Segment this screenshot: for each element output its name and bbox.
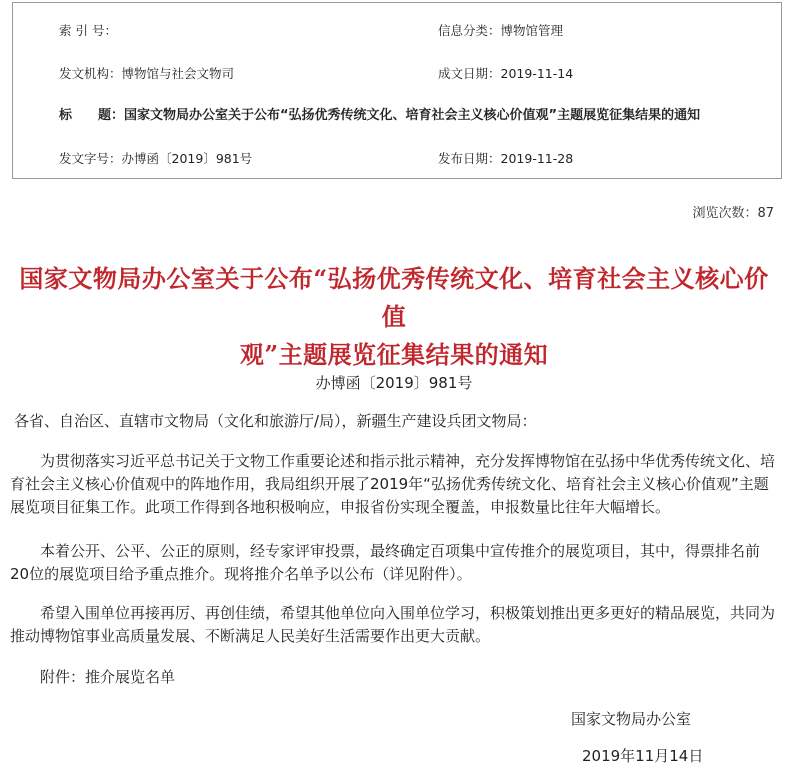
category-value: 博物馆管理 — [500, 23, 564, 38]
signature-date: 2019年11月14日 — [582, 747, 704, 765]
doc-number-row — [59, 149, 252, 169]
paragraph-2: 本着公开、公平、公正的原则，经专家评审投票，最终确定百项集中宣传推介的展览项目，其中，得票排名前20位的展览项目给予重点推介。现将推介名单予以公布（详见附件）。 — [10, 542, 761, 583]
document-metadata-table — [12, 2, 782, 179]
category-label: 信息分类： — [438, 23, 501, 38]
index-number-row — [59, 21, 117, 41]
index-number-label: 索 引 号： — [59, 23, 117, 38]
document-title-line-1: 国家文物局办公室关于公布“弘扬优秀传统文化、培育社会主义核心价值 — [19, 264, 769, 331]
publish-date-label: 发布日期： — [438, 151, 501, 166]
document-number: 办博函〔2019〕981号 — [315, 374, 473, 392]
doc-number-value: 办博函〔2019〕981号 — [121, 151, 253, 166]
attachment-note: 附件：推介展览名单 — [40, 668, 176, 686]
signatory: 国家文物局办公室 — [571, 710, 692, 728]
document-title — [14, 260, 774, 374]
date-written-value: 2019-11-14 — [500, 66, 574, 81]
title-label: 标 题： — [59, 108, 125, 123]
issuer-label: 发文机构： — [59, 66, 122, 81]
salutation: 各省、自治区、直辖市文物局（文化和旅游厅/局），新疆生产建设兵团文物局： — [14, 412, 537, 430]
title-row — [59, 106, 700, 126]
paragraph-1: 为贯彻落实习近平总书记关于文物工作重要论述和指示批示精神，充分发挥博物馆在弘扬中华优秀传统文化、培育社会主义核心价值观中的阵地作用，我局组织开展了2019年“弘扬优秀传统文化、培育社会主义核心价值观”主题展览项目征集工作。此项工作得到各地积极响应，申报省份实现全覆盖，申报数量比往年大幅增长。 — [10, 452, 776, 516]
paragraph-3: 希望入围单位再接再厉、再创佳绩，希望其他单位向入围单位学习，积极策划推出更多更好的精品展览，共同为推动博物馆事业高质量发展、不断满足人民美好生活需要作出更大贡献。 — [10, 604, 776, 645]
category-row — [438, 21, 563, 41]
issuer-row — [59, 64, 234, 84]
date-written-label: 成文日期： — [438, 66, 501, 81]
doc-number-label: 发文字号： — [59, 151, 122, 166]
date-written-row — [438, 64, 573, 84]
title-value: 国家文物局办公室关于公布“弘扬优秀传统文化、培育社会主义核心价值观”主题展览征集结果的通知 — [124, 108, 701, 123]
publish-date-row — [438, 149, 573, 169]
document-title-line-2: 观”主题展览征集结果的通知 — [239, 340, 549, 369]
issuer-value: 博物馆与社会文物司 — [121, 66, 235, 81]
publish-date-value: 2019-11-28 — [500, 151, 574, 166]
view-count: 浏览次数：87 — [692, 206, 774, 221]
